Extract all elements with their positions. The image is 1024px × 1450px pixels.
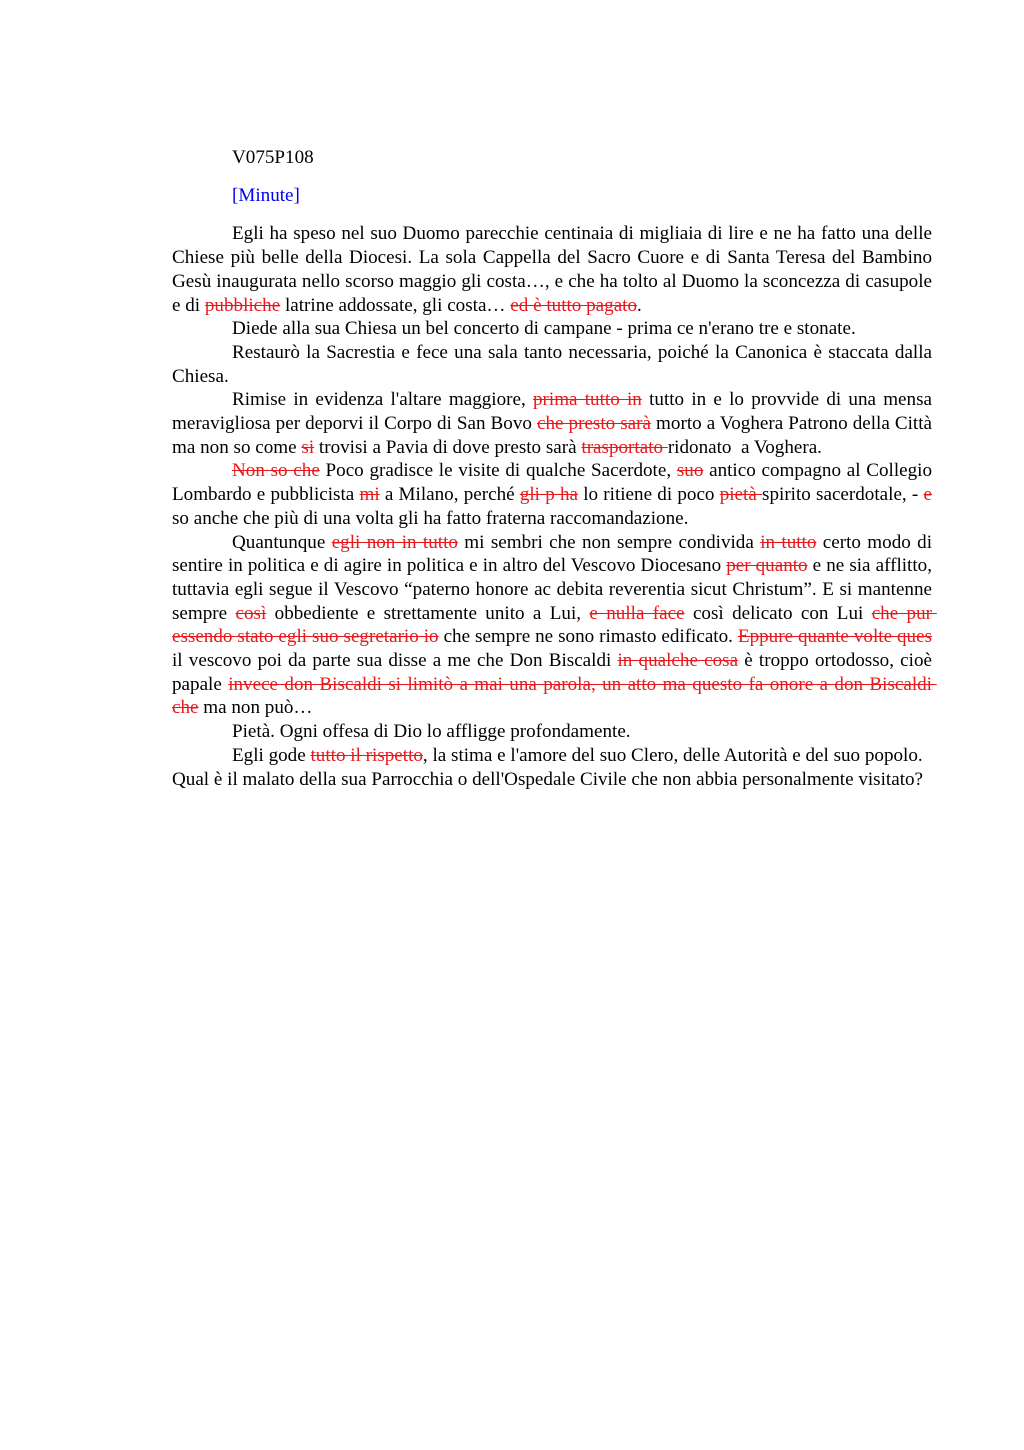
deleted-text: invece don Biscaldi si limitò a mai una parola, un atto ma questo fa onore a don Biscaldi che (172, 673, 937, 719)
deleted-text: prima tutto in (532, 389, 642, 411)
paragraph (172, 720, 932, 744)
text-run: latrine addossate, gli costa… (280, 294, 511, 316)
text-run: certo modo di sentire in politica e di agire in politica e in altro del Vescovo Diocesano (172, 531, 937, 577)
document-tag: [Minute] (232, 184, 300, 206)
deleted-text: tutto il rispetto (310, 744, 423, 766)
deleted-text: per quanto (726, 555, 808, 577)
text-run: e ne sia afflitto, tuttavia egli segue il Vescovo “paterno honore ac debita reverentia sicut Christum”. E si mantenne sempre (172, 555, 937, 624)
paragraph (172, 744, 932, 791)
text-run: ridonato a Voghera. (667, 436, 822, 458)
text-run: Poco gradisce le visite di qualche Sacerdote, (319, 460, 677, 482)
text-run: Quantunque (232, 531, 332, 553)
text-run: Rimise in evidenza l'altare maggiore, (232, 389, 533, 411)
document-body (172, 222, 937, 791)
text-run: . (637, 294, 642, 316)
text-run: spirito sacerdotale, - (762, 484, 924, 506)
text-run: ma non può… (198, 697, 313, 719)
deleted-text: così (235, 602, 267, 624)
text-run: è troppo ortodosso, cioè papale (172, 650, 937, 695)
deleted-text: che presto sarà (536, 413, 651, 435)
text-run: Diede alla sua Chiesa un bel concerto di campane - prima ce n'erano tre e stonate. (232, 318, 856, 340)
text-run: così delicato con Lui (684, 602, 872, 624)
text-run: obbediente e strettamente unito a Lui, (266, 602, 590, 624)
deleted-text: Eppure quante volte ques (737, 626, 932, 648)
deleted-text: e (923, 484, 932, 506)
deleted-text: gli p ha (519, 484, 578, 506)
text-run: mi sembri che non sempre condivida (457, 531, 761, 553)
paragraph (172, 222, 937, 317)
deleted-text: egli non in tutto (331, 531, 458, 553)
text-run: , la stima e l'amore del suo Clero, delle Autorità e del suo popolo. Qual è il malato della sua Parrocchia o dell'Ospedale Civile che non abbia personalmente visitato? (172, 744, 928, 790)
paragraph (172, 317, 932, 341)
deleted-text: ed è tutto pagato (510, 294, 638, 316)
text-run: tutto in e lo provvide di una mensa meravigliosa per deporvi il Corpo di San Bovo (172, 389, 937, 435)
deleted-text: mi (359, 484, 380, 506)
deleted-text: in tutto (760, 531, 817, 553)
text-run: il vescovo poi da parte sua disse a me che Don Biscaldi (172, 626, 937, 672)
deleted-text: Non so che (232, 460, 320, 482)
deleted-text: suo (676, 460, 704, 482)
deleted-text: trasportato (581, 436, 668, 458)
document-reference: V075P108 (232, 147, 314, 168)
paragraph (172, 459, 937, 530)
text-run: antico compagno al Collegio Lombardo e pubblicista (172, 460, 937, 506)
text-run: so anche che più di una volta gli ha fatto fraterna raccomandazione. (172, 484, 937, 529)
text-run: trovisi a Pavia di dove presto sarà (314, 436, 582, 458)
text-run: lo ritiene di poco (577, 484, 720, 506)
text-run: Restaurò la Sacrestia e fece una sala tanto necessaria, poiché la Canonica è staccata dalla Chiesa. (172, 341, 937, 387)
text-run: che sempre ne sono rimasto edificato. (438, 626, 738, 648)
text-run: morto a Voghera Patrono della Città ma non so come (172, 413, 937, 458)
paragraph (172, 388, 937, 459)
text-run: Pietà. Ogni offesa di Dio lo affligge profondamente. (232, 721, 631, 743)
deleted-text: in qualche cosa (617, 650, 739, 672)
deleted-text: e nulla face (589, 602, 685, 624)
document-page (172, 146, 937, 791)
deleted-text: che pur essendo stato egli suo segretario io (172, 602, 937, 648)
deleted-text: si (301, 436, 315, 458)
text-run: a Milano, perché (379, 484, 520, 506)
deleted-text: pubbliche (204, 294, 281, 316)
text-run: Egli gode (232, 744, 311, 766)
text-run: Egli ha speso nel suo Duomo parecchie centinaia di migliaia di lire e ne ha fatto una delle Chiese più belle della Diocesi. La sola Cappella del Sacro Cuore e di Santa Teresa del Bambino Gesù inaugurata nello scorso maggio gli costa…, e che ha tolto al Duomo la sconcezza di casupole e di (172, 223, 937, 316)
deleted-text: pietà (719, 484, 763, 506)
paragraph (172, 531, 937, 721)
paragraph (172, 341, 937, 388)
